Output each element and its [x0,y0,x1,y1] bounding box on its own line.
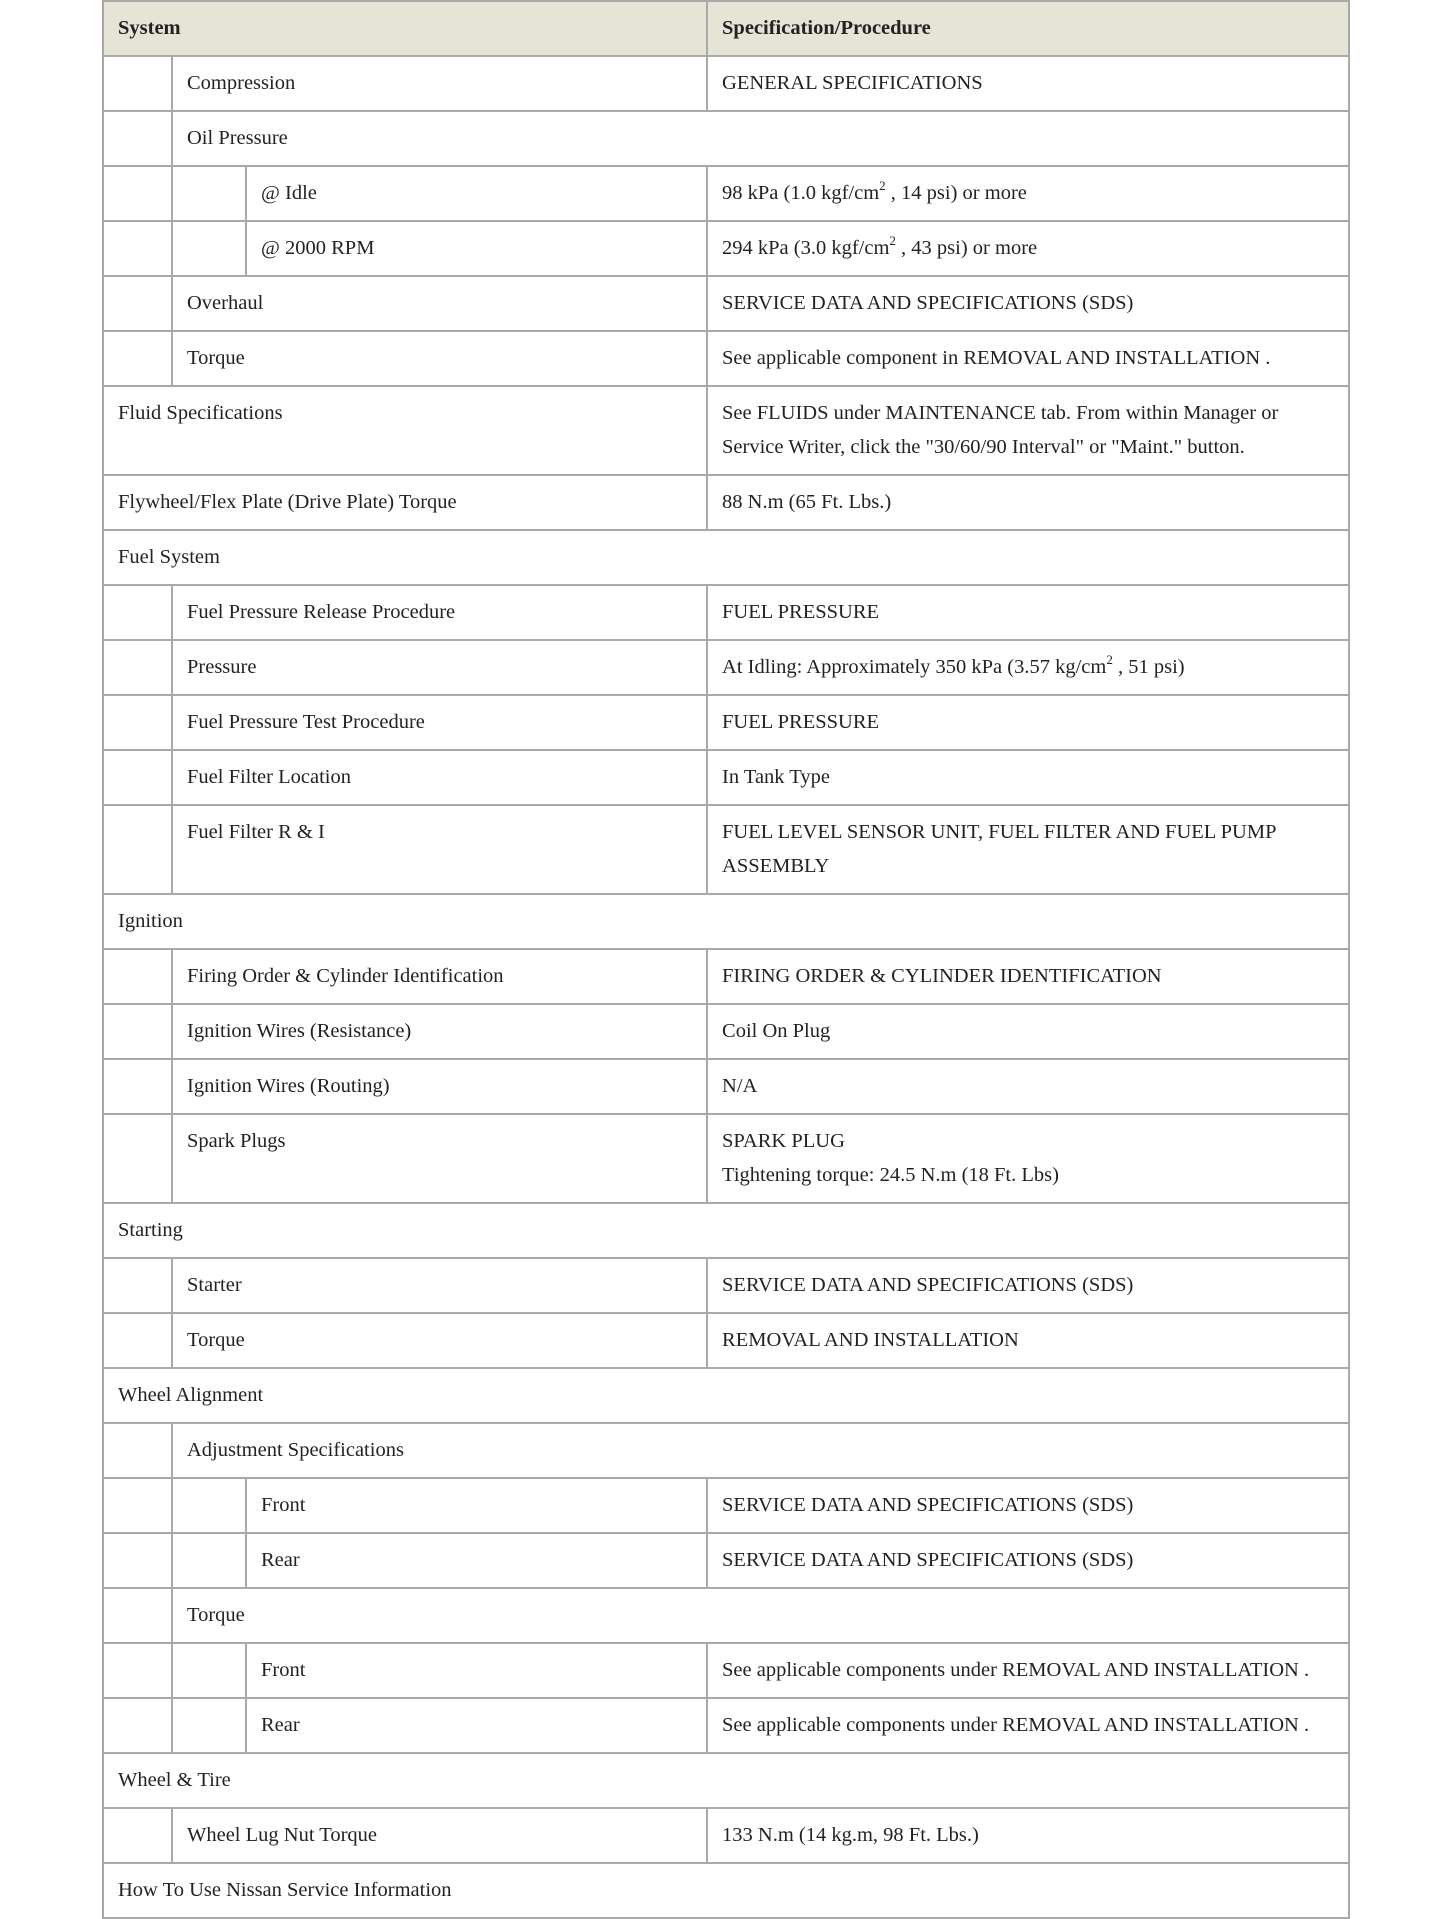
specification-value: FUEL LEVEL SENSOR UNIT, FUEL FILTER AND FUEL PUMP ASSEMBLY [707,805,1349,894]
specification-value: See applicable components under REMOVAL AND INSTALLATION . [707,1643,1349,1698]
indent-cell [172,1698,246,1753]
table-row [103,1863,1349,1918]
indent-cell [103,949,172,1004]
specification-value: REMOVAL AND INSTALLATION [707,1313,1349,1368]
table-row [103,1114,1349,1203]
table-row [103,166,1349,221]
indent-cell [103,111,172,166]
system-label: Rear [246,1533,707,1588]
specification-value [707,640,1349,695]
table-row [103,695,1349,750]
specifications-table [102,0,1350,1919]
indent-cell [103,1004,172,1059]
specification-value: SERVICE DATA AND SPECIFICATIONS (SDS) [707,276,1349,331]
indent-cell [103,1643,172,1698]
table-row [103,56,1349,111]
system-label: Oil Pressure [172,111,1349,166]
table-row [103,750,1349,805]
indent-cell [103,331,172,386]
system-label: Ignition Wires (Resistance) [172,1004,707,1059]
specification-value [707,221,1349,276]
system-label: Front [246,1478,707,1533]
indent-cell [103,276,172,331]
indent-cell [103,640,172,695]
system-label: @ 2000 RPM [246,221,707,276]
indent-cell [172,1533,246,1588]
indent-cell [103,750,172,805]
superscript: 2 [879,178,886,194]
indent-cell [103,166,172,221]
specification-text: 294 kPa (3.0 kgf/cm [722,237,890,259]
specification-value: See applicable component in REMOVAL AND INSTALLATION . [707,331,1349,386]
system-label: Fuel Pressure Test Procedure [172,695,707,750]
indent-cell [103,1059,172,1114]
table-row [103,1004,1349,1059]
specification-text: , 43 psi) or more [895,237,1038,259]
specification-value: N/A [707,1059,1349,1114]
indent-cell [103,56,172,111]
indent-cell [172,1478,246,1533]
superscript: 2 [1106,652,1113,668]
system-label: Rear [246,1698,707,1753]
specification-value: In Tank Type [707,750,1349,805]
table-row [103,894,1349,949]
system-label: Flywheel/Flex Plate (Drive Plate) Torque [103,475,707,530]
table-row [103,386,1349,475]
indent-cell [103,1114,172,1203]
system-label: Adjustment Specifications [172,1423,1349,1478]
header-specification: Specification/Procedure [707,1,1349,56]
system-label: Wheel Alignment [103,1368,1349,1423]
specification-value: See applicable components under REMOVAL AND INSTALLATION . [707,1698,1349,1753]
system-label: Torque [172,331,707,386]
table-row [103,1808,1349,1863]
specification-value: See FLUIDS under MAINTENANCE tab. From within Manager or Service Writer, click the "30/60/90 Interval" or "Maint." button. [707,386,1349,475]
specification-value: Coil On Plug [707,1004,1349,1059]
table-row [103,111,1349,166]
specification-text: , 14 psi) or more [885,182,1027,204]
specification-value [707,166,1349,221]
header-system: System [103,1,707,56]
table-row [103,1313,1349,1368]
table-row [103,1368,1349,1423]
specification-value [707,1114,1349,1203]
table-row [103,585,1349,640]
specification-text: At Idling: Approximately 350 kPa (3.57 kg/cm [722,656,1107,678]
table-body [103,56,1349,1918]
system-label: Fuel System [103,530,1349,585]
indent-cell [103,1698,172,1753]
system-label: Ignition [103,894,1349,949]
specification-value: GENERAL SPECIFICATIONS [707,56,1349,111]
table-row [103,1753,1349,1808]
indent-cell [103,805,172,894]
indent-cell [172,221,246,276]
specification-value: SERVICE DATA AND SPECIFICATIONS (SDS) [707,1533,1349,1588]
system-label: How To Use Nissan Service Information [103,1863,1349,1918]
table-row [103,1533,1349,1588]
system-label: Fuel Pressure Release Procedure [172,585,707,640]
table-row [103,276,1349,331]
indent-cell [103,221,172,276]
indent-cell [103,1423,172,1478]
system-label: Wheel Lug Nut Torque [172,1808,707,1863]
table-row [103,1203,1349,1258]
table-row [103,805,1349,894]
system-label: Starter [172,1258,707,1313]
system-label: Compression [172,56,707,111]
indent-cell [172,166,246,221]
indent-cell [103,1313,172,1368]
specification-value: SERVICE DATA AND SPECIFICATIONS (SDS) [707,1258,1349,1313]
table-row [103,221,1349,276]
table-row [103,1478,1349,1533]
specification-value: 88 N.m (65 Ft. Lbs.) [707,475,1349,530]
table-header-row [103,1,1349,56]
system-label: Wheel & Tire [103,1753,1349,1808]
system-label: Fuel Filter Location [172,750,707,805]
system-label: @ Idle [246,166,707,221]
specification-line: SPARK PLUG [722,1130,845,1152]
system-label: Starting [103,1203,1349,1258]
table-row [103,1423,1349,1478]
system-label: Overhaul [172,276,707,331]
system-label: Firing Order & Cylinder Identification [172,949,707,1004]
indent-cell [103,1258,172,1313]
indent-cell [103,695,172,750]
indent-cell [103,585,172,640]
table-row [103,1643,1349,1698]
system-label: Torque [172,1313,707,1368]
table-row [103,1258,1349,1313]
indent-cell [103,1533,172,1588]
table-row [103,1588,1349,1643]
indent-cell [103,1808,172,1863]
table-row [103,530,1349,585]
specification-value: 133 N.m (14 kg.m, 98 Ft. Lbs.) [707,1808,1349,1863]
specification-line: Tightening torque: 24.5 N.m (18 Ft. Lbs) [722,1164,1059,1186]
superscript: 2 [889,233,896,249]
system-label: Ignition Wires (Routing) [172,1059,707,1114]
table-row [103,475,1349,530]
table-row [103,640,1349,695]
specification-text: , 51 psi) [1112,656,1185,678]
table-row [103,1698,1349,1753]
indent-cell [172,1643,246,1698]
table-row [103,949,1349,1004]
table-row [103,1059,1349,1114]
indent-cell [103,1478,172,1533]
specification-value: FUEL PRESSURE [707,695,1349,750]
system-label: Spark Plugs [172,1114,707,1203]
specification-value: FUEL PRESSURE [707,585,1349,640]
system-label: Front [246,1643,707,1698]
specification-text: 98 kPa (1.0 kgf/cm [722,182,880,204]
specification-value: SERVICE DATA AND SPECIFICATIONS (SDS) [707,1478,1349,1533]
system-label: Fuel Filter R & I [172,805,707,894]
specification-value: FIRING ORDER & CYLINDER IDENTIFICATION [707,949,1349,1004]
system-label: Pressure [172,640,707,695]
system-label: Torque [172,1588,1349,1643]
indent-cell [103,1588,172,1643]
system-label: Fluid Specifications [103,386,707,475]
table-row [103,331,1349,386]
